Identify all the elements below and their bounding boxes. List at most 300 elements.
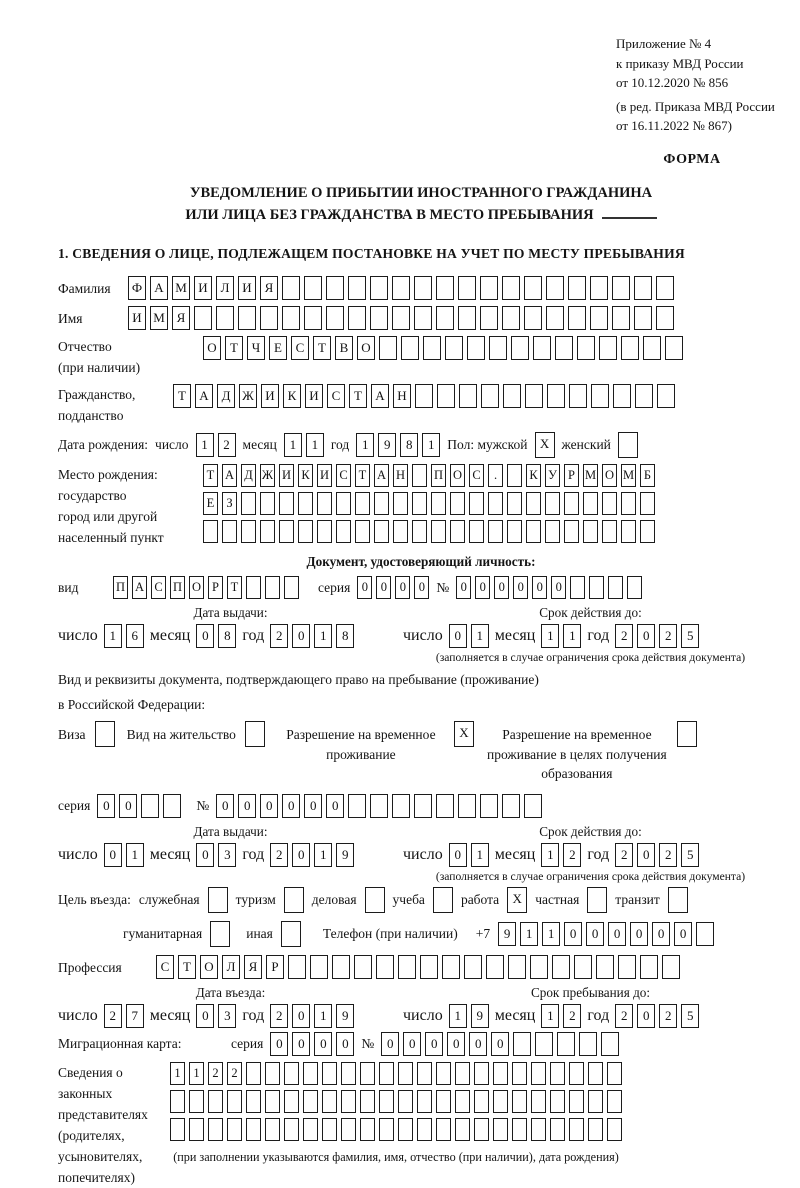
- char-box[interactable]: [507, 492, 522, 515]
- char-box[interactable]: [379, 1062, 394, 1085]
- char-box[interactable]: [341, 1118, 356, 1141]
- char-box[interactable]: [398, 955, 416, 979]
- char-box[interactable]: А: [195, 384, 213, 408]
- char-box[interactable]: [545, 492, 560, 515]
- char-box[interactable]: 9: [336, 843, 354, 867]
- char-box[interactable]: И: [279, 464, 294, 487]
- char-box[interactable]: [436, 1062, 451, 1085]
- char-box[interactable]: [507, 464, 522, 487]
- char-box[interactable]: Т: [227, 576, 242, 599]
- char-box[interactable]: [583, 492, 598, 515]
- char-box[interactable]: 0: [630, 922, 648, 946]
- char-box[interactable]: [216, 306, 234, 330]
- char-box[interactable]: [246, 1090, 261, 1113]
- char-box[interactable]: 1: [542, 922, 560, 946]
- char-box[interactable]: [574, 955, 592, 979]
- char-box[interactable]: [668, 887, 688, 913]
- char-box[interactable]: В: [335, 336, 353, 360]
- char-box[interactable]: [326, 306, 344, 330]
- char-box[interactable]: 9: [378, 433, 396, 457]
- char-box[interactable]: [589, 576, 604, 599]
- char-box[interactable]: [246, 576, 261, 599]
- char-box[interactable]: И: [238, 276, 256, 300]
- char-box[interactable]: [227, 1090, 242, 1113]
- char-box[interactable]: [336, 492, 351, 515]
- char-box[interactable]: 1: [284, 433, 302, 457]
- char-box[interactable]: [621, 492, 636, 515]
- char-box[interactable]: [431, 520, 446, 543]
- char-box[interactable]: Д: [217, 384, 235, 408]
- char-box[interactable]: О: [357, 336, 375, 360]
- char-box[interactable]: X: [535, 432, 555, 458]
- char-box[interactable]: [303, 1118, 318, 1141]
- char-box[interactable]: М: [150, 306, 168, 330]
- char-box[interactable]: [502, 794, 520, 818]
- char-box[interactable]: 1: [126, 843, 144, 867]
- char-box[interactable]: [602, 492, 617, 515]
- char-box[interactable]: [260, 520, 275, 543]
- char-box[interactable]: [341, 1062, 356, 1085]
- char-box[interactable]: 1: [563, 624, 581, 648]
- char-box[interactable]: 3: [218, 843, 236, 867]
- char-box[interactable]: 5: [681, 624, 699, 648]
- char-box[interactable]: 9: [471, 1004, 489, 1028]
- char-box[interactable]: [450, 520, 465, 543]
- char-box[interactable]: [265, 1118, 280, 1141]
- char-box[interactable]: [392, 794, 410, 818]
- char-box[interactable]: [341, 1090, 356, 1113]
- char-box[interactable]: [317, 492, 332, 515]
- char-box[interactable]: [365, 887, 385, 913]
- char-box[interactable]: [398, 1118, 413, 1141]
- char-box[interactable]: [469, 520, 484, 543]
- char-box[interactable]: [238, 306, 256, 330]
- char-box[interactable]: 9: [336, 1004, 354, 1028]
- char-box[interactable]: Т: [178, 955, 196, 979]
- char-box[interactable]: М: [621, 464, 636, 487]
- char-box[interactable]: [546, 276, 564, 300]
- char-box[interactable]: [480, 276, 498, 300]
- char-box[interactable]: 0: [196, 843, 214, 867]
- char-box[interactable]: [423, 336, 441, 360]
- char-box[interactable]: 1: [449, 1004, 467, 1028]
- char-box[interactable]: 1: [541, 1004, 559, 1028]
- char-box[interactable]: М: [172, 276, 190, 300]
- char-box[interactable]: 1: [314, 624, 332, 648]
- char-box[interactable]: [227, 1118, 242, 1141]
- char-box[interactable]: 0: [564, 922, 582, 946]
- char-box[interactable]: [546, 306, 564, 330]
- char-box[interactable]: [374, 520, 389, 543]
- char-box[interactable]: 0: [637, 1004, 655, 1028]
- char-box[interactable]: [170, 1118, 185, 1141]
- char-box[interactable]: 2: [104, 1004, 122, 1028]
- char-box[interactable]: [284, 1062, 299, 1085]
- char-box[interactable]: [607, 1118, 622, 1141]
- char-box[interactable]: [480, 306, 498, 330]
- char-box[interactable]: Т: [225, 336, 243, 360]
- char-box[interactable]: [564, 520, 579, 543]
- char-box[interactable]: [607, 1062, 622, 1085]
- char-box[interactable]: Е: [203, 492, 218, 515]
- char-box[interactable]: [322, 1090, 337, 1113]
- char-box[interactable]: Р: [564, 464, 579, 487]
- char-box[interactable]: А: [374, 464, 389, 487]
- char-box[interactable]: [480, 794, 498, 818]
- char-box[interactable]: [437, 384, 455, 408]
- char-box[interactable]: [531, 1118, 546, 1141]
- char-box[interactable]: [596, 955, 614, 979]
- char-box[interactable]: Д: [241, 464, 256, 487]
- char-box[interactable]: [458, 794, 476, 818]
- char-box[interactable]: 2: [270, 1004, 288, 1028]
- char-box[interactable]: 0: [637, 624, 655, 648]
- char-box[interactable]: [436, 1090, 451, 1113]
- char-box[interactable]: Я: [260, 276, 278, 300]
- char-box[interactable]: [210, 921, 230, 947]
- char-box[interactable]: Т: [355, 464, 370, 487]
- char-box[interactable]: [417, 1090, 432, 1113]
- char-box[interactable]: С: [151, 576, 166, 599]
- char-box[interactable]: 0: [674, 922, 692, 946]
- char-box[interactable]: [414, 276, 432, 300]
- char-box[interactable]: [417, 1118, 432, 1141]
- char-box[interactable]: [512, 1062, 527, 1085]
- char-box[interactable]: [530, 955, 548, 979]
- char-box[interactable]: [284, 1118, 299, 1141]
- char-box[interactable]: [634, 306, 652, 330]
- char-box[interactable]: [304, 306, 322, 330]
- char-box[interactable]: [298, 492, 313, 515]
- char-box[interactable]: 0: [449, 624, 467, 648]
- char-box[interactable]: 0: [282, 794, 300, 818]
- char-box[interactable]: 0: [447, 1032, 465, 1056]
- char-box[interactable]: [555, 336, 573, 360]
- char-box[interactable]: 8: [336, 624, 354, 648]
- char-box[interactable]: [531, 1090, 546, 1113]
- char-box[interactable]: [455, 1090, 470, 1113]
- char-box[interactable]: [370, 306, 388, 330]
- char-box[interactable]: 1: [189, 1062, 204, 1085]
- char-box[interactable]: [588, 1062, 603, 1085]
- char-box[interactable]: [222, 520, 237, 543]
- char-box[interactable]: 2: [659, 1004, 677, 1028]
- char-box[interactable]: У: [545, 464, 560, 487]
- char-box[interactable]: [208, 1118, 223, 1141]
- char-box[interactable]: [524, 306, 542, 330]
- char-box[interactable]: [442, 955, 460, 979]
- char-box[interactable]: [420, 955, 438, 979]
- char-box[interactable]: [303, 1090, 318, 1113]
- char-box[interactable]: [570, 576, 585, 599]
- char-box[interactable]: 1: [104, 624, 122, 648]
- char-box[interactable]: 0: [304, 794, 322, 818]
- char-box[interactable]: 2: [227, 1062, 242, 1085]
- char-box[interactable]: [260, 306, 278, 330]
- char-box[interactable]: [298, 520, 313, 543]
- char-box[interactable]: [577, 336, 595, 360]
- char-box[interactable]: 0: [97, 794, 115, 818]
- char-box[interactable]: [303, 1062, 318, 1085]
- char-box[interactable]: [246, 1062, 261, 1085]
- char-box[interactable]: [508, 955, 526, 979]
- char-box[interactable]: [355, 492, 370, 515]
- char-box[interactable]: К: [298, 464, 313, 487]
- char-box[interactable]: [665, 336, 683, 360]
- char-box[interactable]: 0: [196, 1004, 214, 1028]
- char-box[interactable]: [170, 1090, 185, 1113]
- char-box[interactable]: А: [222, 464, 237, 487]
- char-box[interactable]: [656, 306, 674, 330]
- char-box[interactable]: 0: [292, 1004, 310, 1028]
- char-box[interactable]: 1: [541, 843, 559, 867]
- char-box[interactable]: Е: [269, 336, 287, 360]
- char-box[interactable]: [360, 1090, 375, 1113]
- char-box[interactable]: [455, 1118, 470, 1141]
- char-box[interactable]: [401, 336, 419, 360]
- char-box[interactable]: [208, 1090, 223, 1113]
- char-box[interactable]: [348, 276, 366, 300]
- char-box[interactable]: 2: [615, 843, 633, 867]
- char-box[interactable]: [354, 955, 372, 979]
- char-box[interactable]: 2: [615, 1004, 633, 1028]
- char-box[interactable]: [662, 955, 680, 979]
- char-box[interactable]: [474, 1090, 489, 1113]
- char-box[interactable]: Н: [393, 464, 408, 487]
- char-box[interactable]: [550, 1118, 565, 1141]
- char-box[interactable]: [203, 520, 218, 543]
- char-box[interactable]: [241, 492, 256, 515]
- char-box[interactable]: [464, 955, 482, 979]
- char-box[interactable]: С: [336, 464, 351, 487]
- char-box[interactable]: 2: [659, 843, 677, 867]
- char-box[interactable]: 1: [471, 843, 489, 867]
- char-box[interactable]: [392, 276, 410, 300]
- char-box[interactable]: [348, 794, 366, 818]
- char-box[interactable]: 1: [541, 624, 559, 648]
- char-box[interactable]: [189, 1090, 204, 1113]
- char-box[interactable]: [431, 492, 446, 515]
- char-box[interactable]: [284, 1090, 299, 1113]
- char-box[interactable]: 1: [314, 1004, 332, 1028]
- char-box[interactable]: [281, 921, 301, 947]
- char-box[interactable]: [621, 520, 636, 543]
- char-box[interactable]: [569, 1118, 584, 1141]
- char-box[interactable]: [304, 276, 322, 300]
- char-box[interactable]: [393, 520, 408, 543]
- char-box[interactable]: А: [371, 384, 389, 408]
- char-box[interactable]: П: [113, 576, 128, 599]
- char-box[interactable]: О: [200, 955, 218, 979]
- char-box[interactable]: [379, 1118, 394, 1141]
- char-box[interactable]: [488, 520, 503, 543]
- char-box[interactable]: З: [222, 492, 237, 515]
- char-box[interactable]: 0: [357, 576, 372, 599]
- char-box[interactable]: [458, 306, 476, 330]
- char-box[interactable]: 0: [449, 843, 467, 867]
- char-box[interactable]: [398, 1062, 413, 1085]
- char-box[interactable]: [550, 1090, 565, 1113]
- char-box[interactable]: [393, 492, 408, 515]
- char-box[interactable]: [579, 1032, 597, 1056]
- char-box[interactable]: К: [526, 464, 541, 487]
- char-box[interactable]: Л: [222, 955, 240, 979]
- char-box[interactable]: [608, 576, 623, 599]
- char-box[interactable]: [436, 276, 454, 300]
- char-box[interactable]: [612, 276, 630, 300]
- char-box[interactable]: [398, 1090, 413, 1113]
- char-box[interactable]: [376, 955, 394, 979]
- char-box[interactable]: 1: [471, 624, 489, 648]
- char-box[interactable]: Т: [349, 384, 367, 408]
- char-box[interactable]: [524, 276, 542, 300]
- char-box[interactable]: 0: [376, 576, 391, 599]
- char-box[interactable]: 2: [659, 624, 677, 648]
- char-box[interactable]: С: [156, 955, 174, 979]
- char-box[interactable]: [545, 520, 560, 543]
- char-box[interactable]: [640, 492, 655, 515]
- char-box[interactable]: 0: [326, 794, 344, 818]
- char-box[interactable]: 0: [292, 843, 310, 867]
- char-box[interactable]: [513, 1032, 531, 1056]
- char-box[interactable]: [246, 1118, 261, 1141]
- char-box[interactable]: Т: [203, 464, 218, 487]
- char-box[interactable]: [436, 794, 454, 818]
- char-box[interactable]: [612, 306, 630, 330]
- char-box[interactable]: [433, 887, 453, 913]
- char-box[interactable]: [279, 520, 294, 543]
- char-box[interactable]: [568, 276, 586, 300]
- char-box[interactable]: 1: [170, 1062, 185, 1085]
- char-box[interactable]: [550, 1062, 565, 1085]
- char-box[interactable]: [569, 1090, 584, 1113]
- char-box[interactable]: [332, 955, 350, 979]
- char-box[interactable]: 0: [425, 1032, 443, 1056]
- char-box[interactable]: [590, 276, 608, 300]
- char-box[interactable]: 0: [104, 843, 122, 867]
- char-box[interactable]: [370, 276, 388, 300]
- char-box[interactable]: [613, 384, 631, 408]
- char-box[interactable]: [241, 520, 256, 543]
- char-box[interactable]: [564, 492, 579, 515]
- char-box[interactable]: Ж: [260, 464, 275, 487]
- char-box[interactable]: [265, 1062, 280, 1085]
- char-box[interactable]: [503, 384, 521, 408]
- char-box[interactable]: Р: [266, 955, 284, 979]
- char-box[interactable]: [640, 520, 655, 543]
- char-box[interactable]: [282, 306, 300, 330]
- char-box[interactable]: [569, 384, 587, 408]
- char-box[interactable]: [493, 1062, 508, 1085]
- char-box[interactable]: [640, 955, 658, 979]
- char-box[interactable]: 2: [563, 843, 581, 867]
- char-box[interactable]: 2: [270, 843, 288, 867]
- char-box[interactable]: [643, 336, 661, 360]
- char-box[interactable]: [601, 1032, 619, 1056]
- char-box[interactable]: М: [583, 464, 598, 487]
- char-box[interactable]: [535, 1032, 553, 1056]
- char-box[interactable]: [469, 492, 484, 515]
- char-box[interactable]: 0: [608, 922, 626, 946]
- char-box[interactable]: [360, 1062, 375, 1085]
- char-box[interactable]: [414, 306, 432, 330]
- char-box[interactable]: 0: [494, 576, 509, 599]
- char-box[interactable]: [607, 1090, 622, 1113]
- char-box[interactable]: 0: [260, 794, 278, 818]
- char-box[interactable]: [526, 520, 541, 543]
- char-box[interactable]: 0: [292, 1032, 310, 1056]
- char-box[interactable]: П: [431, 464, 446, 487]
- char-box[interactable]: [194, 306, 212, 330]
- char-box[interactable]: [486, 955, 504, 979]
- char-box[interactable]: [525, 384, 543, 408]
- char-box[interactable]: [414, 794, 432, 818]
- char-box[interactable]: [618, 955, 636, 979]
- char-box[interactable]: 0: [532, 576, 547, 599]
- char-box[interactable]: 0: [292, 624, 310, 648]
- char-box[interactable]: [474, 1118, 489, 1141]
- char-box[interactable]: С: [469, 464, 484, 487]
- char-box[interactable]: 3: [218, 1004, 236, 1028]
- char-box[interactable]: Ж: [239, 384, 257, 408]
- char-box[interactable]: 0: [513, 576, 528, 599]
- char-box[interactable]: [474, 1062, 489, 1085]
- char-box[interactable]: [568, 306, 586, 330]
- char-box[interactable]: [415, 384, 433, 408]
- char-box[interactable]: О: [189, 576, 204, 599]
- char-box[interactable]: [95, 721, 115, 747]
- char-box[interactable]: И: [305, 384, 323, 408]
- char-box[interactable]: 0: [586, 922, 604, 946]
- char-box[interactable]: [599, 336, 617, 360]
- char-box[interactable]: [360, 1118, 375, 1141]
- char-box[interactable]: [590, 306, 608, 330]
- char-box[interactable]: О: [203, 336, 221, 360]
- char-box[interactable]: [635, 384, 653, 408]
- char-box[interactable]: 6: [126, 624, 144, 648]
- char-box[interactable]: П: [170, 576, 185, 599]
- char-box[interactable]: К: [283, 384, 301, 408]
- char-box[interactable]: [557, 1032, 575, 1056]
- char-box[interactable]: [591, 384, 609, 408]
- char-box[interactable]: 0: [119, 794, 137, 818]
- char-box[interactable]: [583, 520, 598, 543]
- char-box[interactable]: [412, 464, 427, 487]
- char-box[interactable]: 1: [520, 922, 538, 946]
- char-box[interactable]: 0: [414, 576, 429, 599]
- char-box[interactable]: 9: [498, 922, 516, 946]
- char-box[interactable]: [284, 576, 299, 599]
- char-box[interactable]: 0: [216, 794, 234, 818]
- char-box[interactable]: И: [261, 384, 279, 408]
- char-box[interactable]: [379, 336, 397, 360]
- char-box[interactable]: Б: [640, 464, 655, 487]
- char-box[interactable]: 0: [456, 576, 471, 599]
- char-box[interactable]: [310, 955, 328, 979]
- char-box[interactable]: [417, 1062, 432, 1085]
- char-box[interactable]: 0: [196, 624, 214, 648]
- char-box[interactable]: [524, 794, 542, 818]
- char-box[interactable]: [467, 336, 485, 360]
- char-box[interactable]: 8: [400, 433, 418, 457]
- char-box[interactable]: [459, 384, 477, 408]
- char-box[interactable]: [657, 384, 675, 408]
- char-box[interactable]: [355, 520, 370, 543]
- char-box[interactable]: 8: [218, 624, 236, 648]
- char-box[interactable]: [588, 1090, 603, 1113]
- char-box[interactable]: [489, 336, 507, 360]
- char-box[interactable]: 0: [270, 1032, 288, 1056]
